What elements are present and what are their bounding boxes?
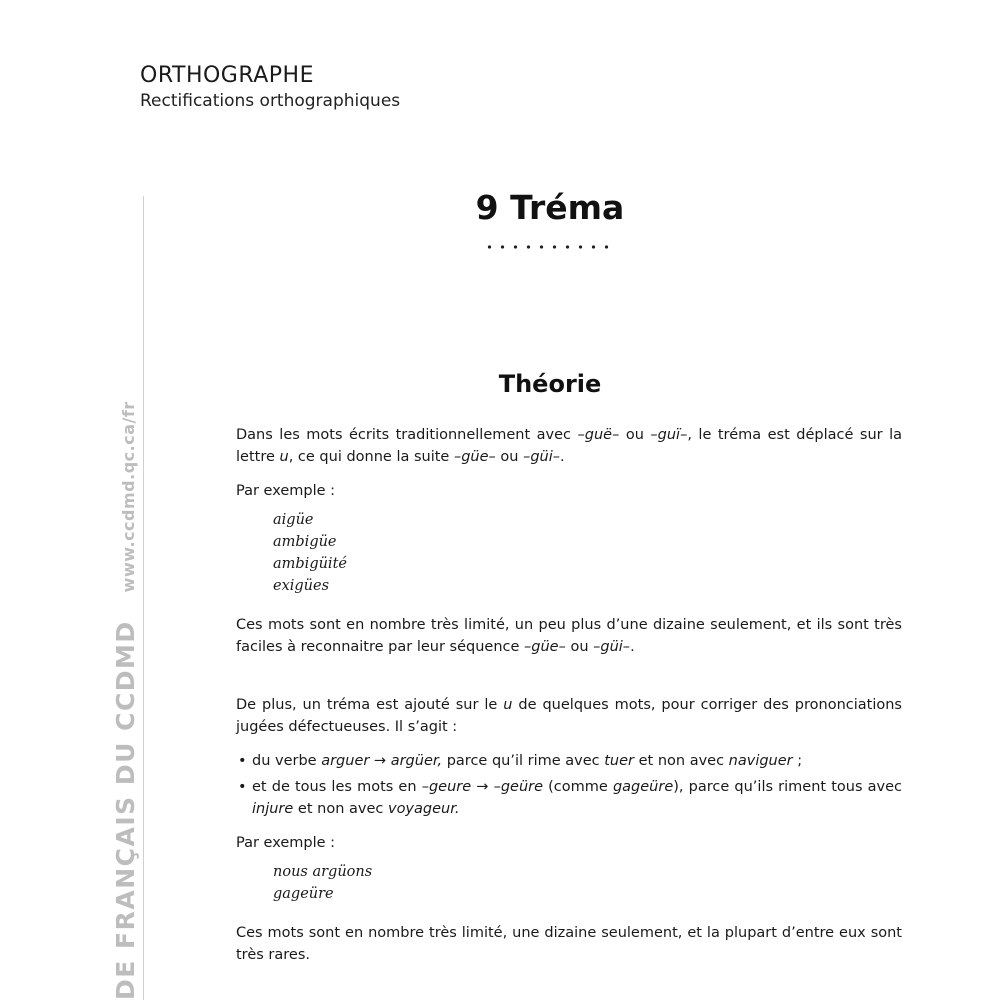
page-content — [236, 424, 902, 966]
bullet-item-1: • du verbe arguer → argüer, parce qu’il rime avec tuer et non avec naviguer ; — [236, 750, 902, 772]
sidebar-brand: DE FRANÇAIS DU CCDMD — [111, 620, 140, 1000]
chapter-title: 9 Tréma — [475, 188, 625, 227]
sidebar-url: www.ccdmd.qc.ca/fr — [119, 401, 138, 593]
example-intro-1: Par exemple : — [236, 483, 336, 499]
paragraph-1: Dans les mots écrits traditionnellement avec –guë– ou –guï–, le tréma est déplacé sur la lettre u, ce qui donne la suite –güe– ou –güi–. — [236, 427, 903, 465]
example-item: ambigüe — [273, 534, 337, 550]
sidebar-vertical-text — [112, 401, 143, 1000]
example-item: aigüe — [273, 512, 314, 528]
title-dotted-underline — [483, 244, 615, 250]
bullet-list — [236, 750, 902, 820]
example-item: exigües — [273, 578, 330, 594]
header-title: ORTHOGRAPHE — [140, 63, 315, 88]
header-subtitle: Rectifications orthographiques — [140, 91, 401, 111]
bullet-item-2: • et de tous les mots en –geure → –geüre (comme gageüre), parce qu’ils riment tous avec injure et non avec voyageur. — [236, 776, 902, 820]
example-list-2 — [273, 861, 902, 905]
paragraph-3: De plus, un tréma est ajouté sur le u de quelques mots, pour corriger des prononciations jugées défectueuses. Il s’agit : — [236, 697, 902, 735]
example-intro-2: Par exemple : — [236, 835, 336, 851]
example-list-1 — [273, 509, 902, 597]
example-item: nous argüons — [273, 864, 373, 880]
sidebar-divider — [143, 196, 144, 1000]
example-item: ambigüité — [273, 556, 347, 572]
page-header — [140, 62, 400, 112]
example-item: gageüre — [273, 886, 334, 902]
section-title: Théorie — [498, 370, 602, 398]
paragraph-4: Ces mots sont en nombre très limité, une dizaine seulement, et la plupart d’entre eux sont très rares. — [236, 925, 902, 963]
paragraph-2: Ces mots sont en nombre très limité, un peu plus d’une dizaine seulement, et ils sont très faciles à reconnaitre par leur séquence –güe– ou –güi–. — [236, 617, 902, 655]
